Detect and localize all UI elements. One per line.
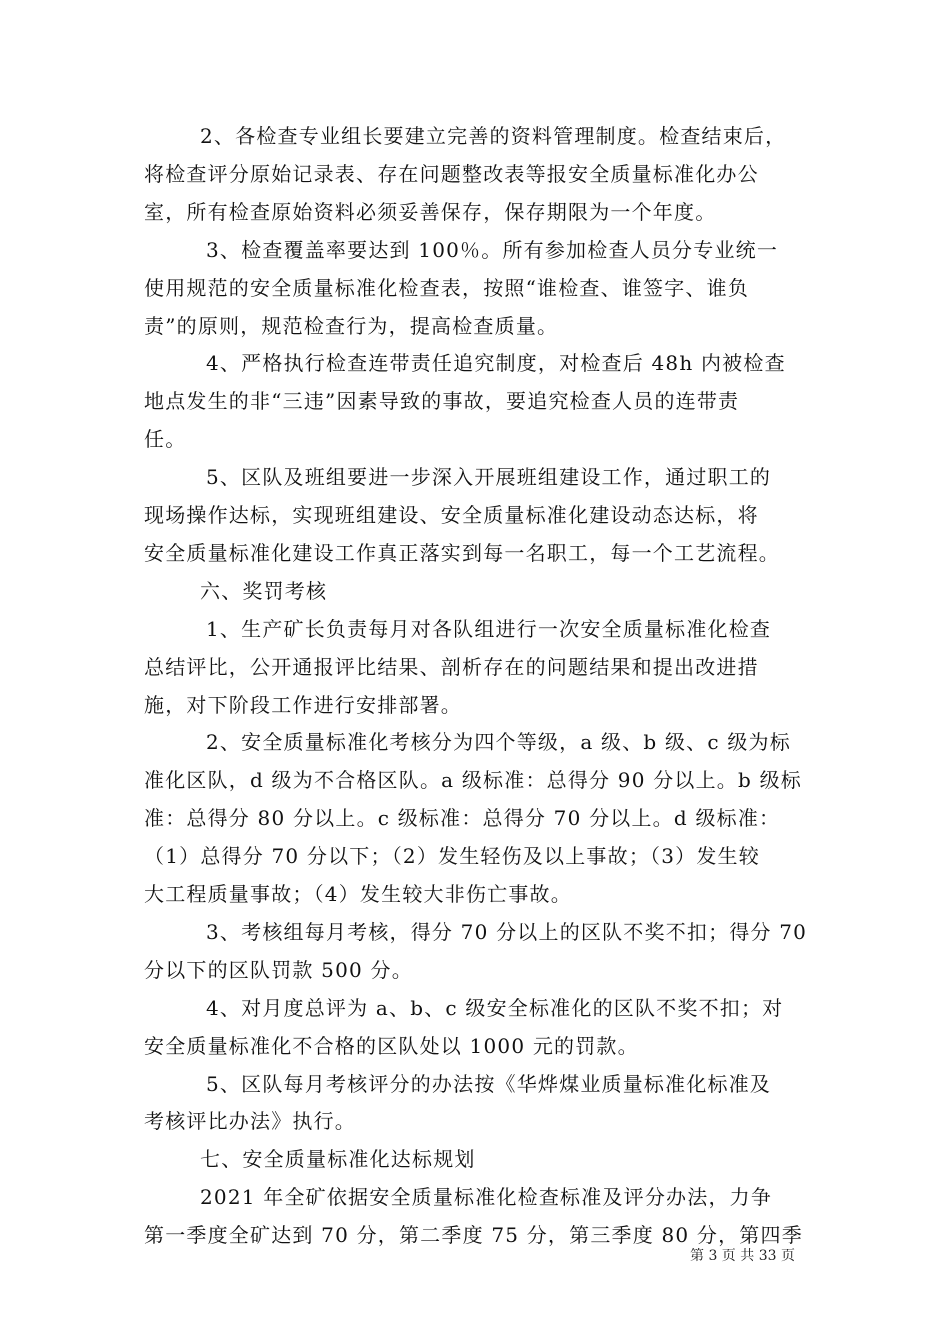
text-line: 4、严格执行检查连带责任追究制度，对检查后 48h 内被检查 — [206, 351, 786, 375]
text-line: 分以下的区队罚款 500 分。 — [144, 958, 413, 982]
text-line: 准化区队，d 级为不合格区队。a 级标准：总得分 90 分以上。b 级标 — [144, 768, 802, 792]
text-line: 总结评比，公开通报评比结果、剖析存在的问题结果和提出改进措 — [144, 655, 759, 679]
text-line: 4、对月度总评为 a、b、c 级安全标准化的区队不奖不扣；对 — [206, 996, 784, 1020]
text-line: 室，所有检查原始资料必须妥善保存，保存期限为一个年度。 — [144, 200, 717, 224]
text-line: 施，对下阶段工作进行安排部署。 — [144, 693, 462, 717]
text-line: 考核评比办法》执行。 — [144, 1109, 356, 1133]
text-line: 现场操作达标，实现班组建设、安全质量标准化建设动态达标，将 — [144, 503, 759, 527]
text-line: 任。 — [144, 427, 187, 451]
section-heading: 七、安全质量标准化达标规划 — [200, 1147, 476, 1171]
text-line: 地点发生的非“三违”因素导致的事故，要追究检查人员的连带责 — [144, 389, 740, 413]
text-line: 大工程质量事故；（4）发生较大非伤亡事故。 — [144, 882, 572, 906]
text-line: 3、考核组每月考核，得分 70 分以上的区队不奖不扣；得分 70 — [206, 920, 808, 944]
text-line: 责”的原则，规范检查行为，提高检查质量。 — [144, 314, 559, 338]
text-line: 5、区队每月考核评分的办法按《华烨煤业质量标准化标准及 — [206, 1072, 772, 1096]
text-line: 安全质量标准化建设工作真正落实到每一名职工，每一个工艺流程。 — [144, 541, 780, 565]
text-line: 2、安全质量标准化考核分为四个等级，a 级、b 级、c 级为标 — [206, 730, 791, 754]
text-line: 1、生产矿长负责每月对各队组进行一次安全质量标准化检查 — [206, 617, 772, 641]
page-number: 第 3 页 共 33 页 — [690, 1248, 795, 1264]
text-line: 2021 年全矿依据安全质量标准化检查标准及评分办法，力争 — [200, 1185, 773, 1209]
text-line: 准：总得分 80 分以上。c 级标准：总得分 70 分以上。d 级标准： — [144, 806, 781, 830]
section-heading: 六、奖罚考核 — [200, 579, 328, 603]
text-line: 将检查评分原始记录表、存在问题整改表等报安全质量标准化办公 — [144, 162, 759, 186]
text-line: 使用规范的安全质量标准化检查表，按照“谁检查、谁签字、谁负 — [144, 276, 750, 300]
text-line: （1）总得分 70 分以下；（2）发生轻伤及以上事故；（3）发生较 — [144, 844, 760, 868]
text-line: 安全质量标准化不合格的区队处以 1000 元的罚款。 — [144, 1034, 639, 1058]
text-line: 第一季度全矿达到 70 分，第二季度 75 分，第三季度 80 分，第四季 — [144, 1223, 803, 1247]
text-line: 3、检查覆盖率要达到 100％。所有参加检查人员分专业统一 — [206, 238, 779, 262]
text-line: 2、各检查专业组长要建立完善的资料管理制度。检查结束后， — [200, 124, 787, 148]
text-line: 5、区队及班组要进一步深入开展班组建设工作，通过职工的 — [206, 465, 772, 489]
